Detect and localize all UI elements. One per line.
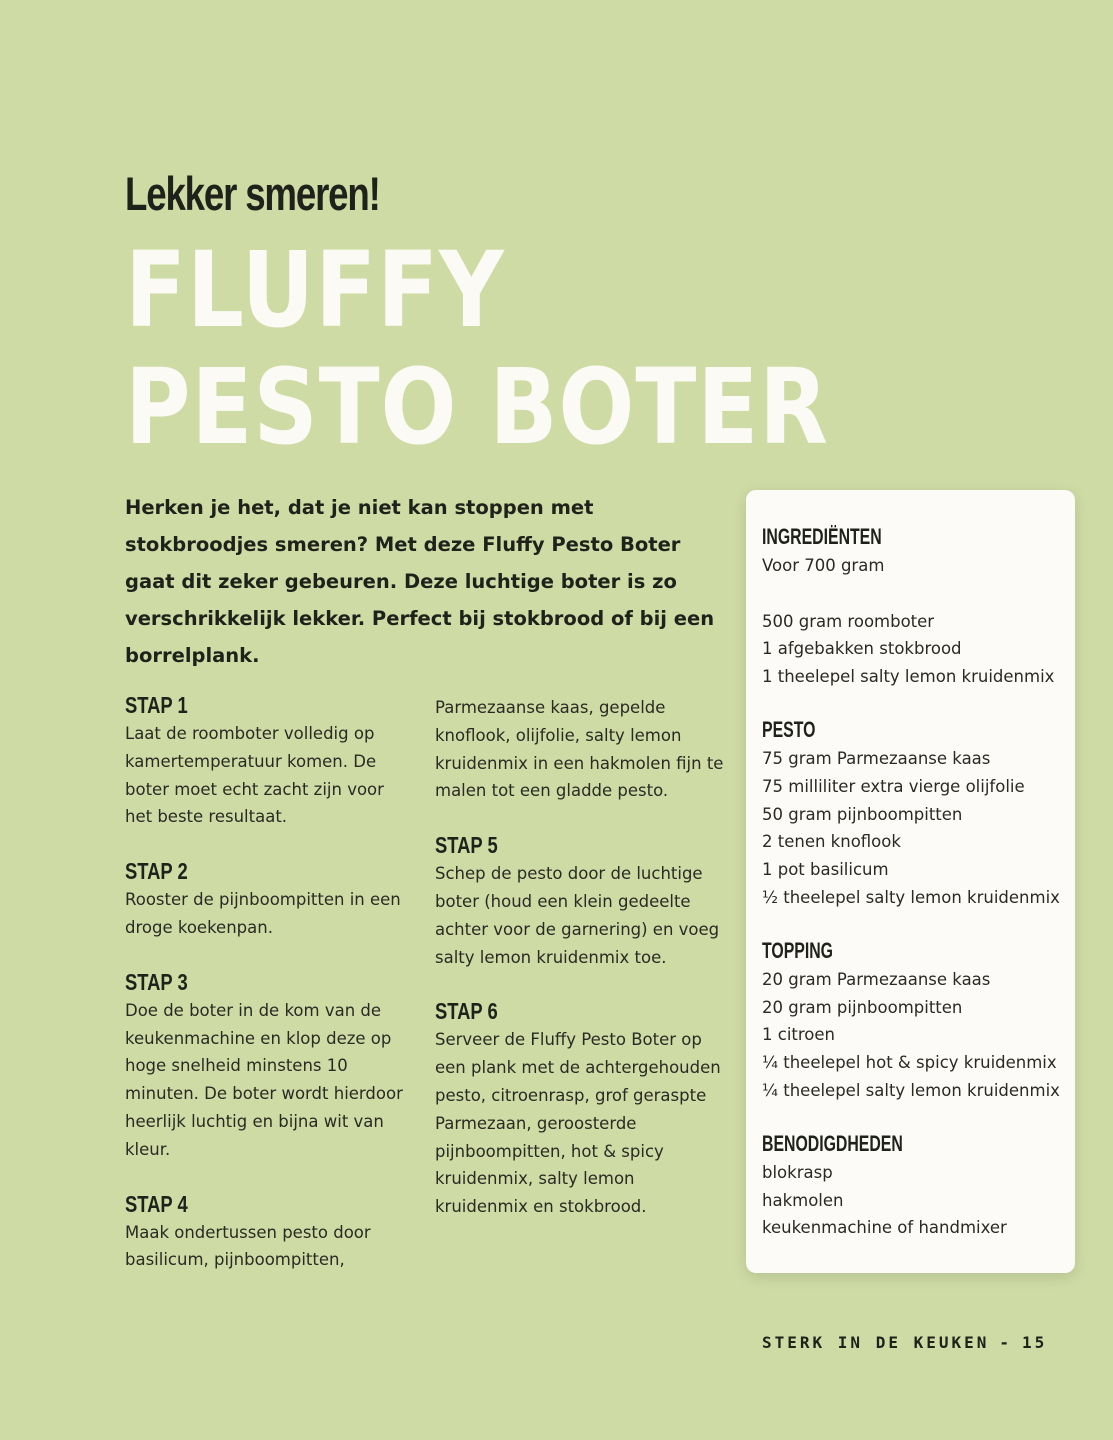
equipment-section bbox=[762, 1129, 1065, 1242]
step-heading: STAP 4 bbox=[125, 1190, 188, 1217]
equipment-heading: BENODIGDHEDEN bbox=[762, 1130, 903, 1156]
steps-column-left bbox=[125, 690, 415, 1299]
ingredient-item: 20 gram pijnboompitten bbox=[762, 997, 963, 1017]
ingredient-item: 2 tenen knoflook bbox=[762, 832, 901, 852]
step-heading: STAP 1 bbox=[125, 692, 188, 718]
step-4 bbox=[125, 1189, 415, 1275]
step-1 bbox=[125, 690, 415, 831]
step-text: Schep de pesto door de luchtige boter (houd een klein gedeelte achter voor de garnering) en voeg salty lemon kruidenmix toe. bbox=[435, 864, 720, 967]
ingredients-card bbox=[746, 490, 1075, 1273]
ingredient-item: ½ theelepel salty lemon kruidenmix bbox=[762, 887, 1060, 907]
page-number: 15 bbox=[1022, 1333, 1048, 1352]
step-3 bbox=[125, 967, 415, 1164]
step-heading: STAP 5 bbox=[435, 832, 498, 859]
ingredient-item: 1 pot basilicum bbox=[762, 860, 889, 880]
step-text: Doe de boter in de kom van de keukenmachine en klop deze op hoge snelheid minstens 10 minuten. De boter wordt hierdoor heerlijk luchtig en bijna wit van kleur. bbox=[125, 1000, 403, 1159]
step-4-continuation bbox=[435, 694, 725, 805]
step-heading: STAP 2 bbox=[125, 858, 188, 885]
topping-heading: TOPPING bbox=[762, 937, 834, 963]
ingredient-item: ¼ theelepel hot & spicy kruidenmix bbox=[762, 1053, 1057, 1073]
recipe-title-line-1: FLUFFY bbox=[125, 229, 505, 351]
page-footer bbox=[762, 1333, 1047, 1352]
ingredient-item: 500 gram roomboter bbox=[762, 611, 935, 631]
ingredient-item: 1 theelepel salty lemon kruidenmix bbox=[762, 667, 1055, 687]
ingredient-item: 50 gram pijnboompitten bbox=[762, 804, 963, 824]
pesto-heading: PESTO bbox=[762, 716, 816, 742]
step-text: Parmezaanse kaas, gepelde knoflook, olijfolie, salty lemon kruidenmix in een hakmolen fijn te malen tot een gladde pesto. bbox=[435, 698, 724, 801]
ingredient-item: 75 milliliter extra vierge olijfolie bbox=[762, 776, 1025, 796]
ingredient-item: ¼ theelepel salty lemon kruidenmix bbox=[762, 1080, 1060, 1100]
serving-size: Voor 700 gram bbox=[762, 556, 885, 575]
step-heading: STAP 6 bbox=[435, 998, 498, 1025]
step-text: Laat de roomboter volledig op kamertemperatuur komen. De boter moet echt zacht zijn voor het beste resultaat. bbox=[125, 724, 384, 827]
step-5 bbox=[435, 830, 725, 971]
ingredient-item: 1 citroen bbox=[762, 1025, 835, 1045]
step-heading: STAP 3 bbox=[125, 968, 188, 995]
ingredients-section bbox=[762, 522, 1065, 691]
recipe-title bbox=[125, 229, 829, 468]
equipment-item: hakmolen bbox=[762, 1190, 844, 1210]
step-text: Maak ondertussen pesto door basilicum, pijnboompitten, bbox=[125, 1222, 371, 1270]
recipe-title-line-2: PESTO BOTER bbox=[125, 346, 829, 468]
step-6 bbox=[435, 996, 725, 1221]
equipment-item: blokrasp bbox=[762, 1162, 833, 1182]
page-kicker: Lekker smeren! bbox=[125, 167, 380, 220]
footer-separator: - bbox=[999, 1333, 1013, 1352]
ingredient-item: 75 gram Parmezaanse kaas bbox=[762, 748, 991, 768]
step-2 bbox=[125, 856, 415, 942]
step-text: Rooster de pijnboompitten in een droge koekenpan. bbox=[125, 890, 401, 937]
topping-section bbox=[762, 936, 1065, 1105]
footer-brand: STERK IN DE KEUKEN bbox=[762, 1333, 990, 1352]
steps-column-right bbox=[435, 690, 725, 1246]
equipment-item: keukenmachine of handmixer bbox=[762, 1218, 1007, 1238]
ingredient-item: 1 afgebakken stokbrood bbox=[762, 639, 962, 659]
ingredients-heading: INGREDIËNTEN bbox=[762, 524, 882, 549]
intro-paragraph: Herken je het, dat je niet kan stoppen met stokbroodjes smeren? Met deze Fluffy Pesto Boter gaat dit zeker gebeuren. Deze luchtige boter is zo verschrikkelijk lekker. Perfect bij stokbrood of bij een borrelplank. bbox=[125, 496, 715, 667]
pesto-section bbox=[762, 715, 1065, 912]
ingredient-item: 20 gram Parmezaanse kaas bbox=[762, 969, 991, 989]
step-text: Serveer de Fluffy Pesto Boter op een plank met de achtergehouden pesto, citroenrasp, grof geraspte Parmezaan, geroosterde pijnboompitten, hot & spicy kruidenmix, salty lemon kruidenmix en stokbrood. bbox=[435, 1030, 721, 1217]
